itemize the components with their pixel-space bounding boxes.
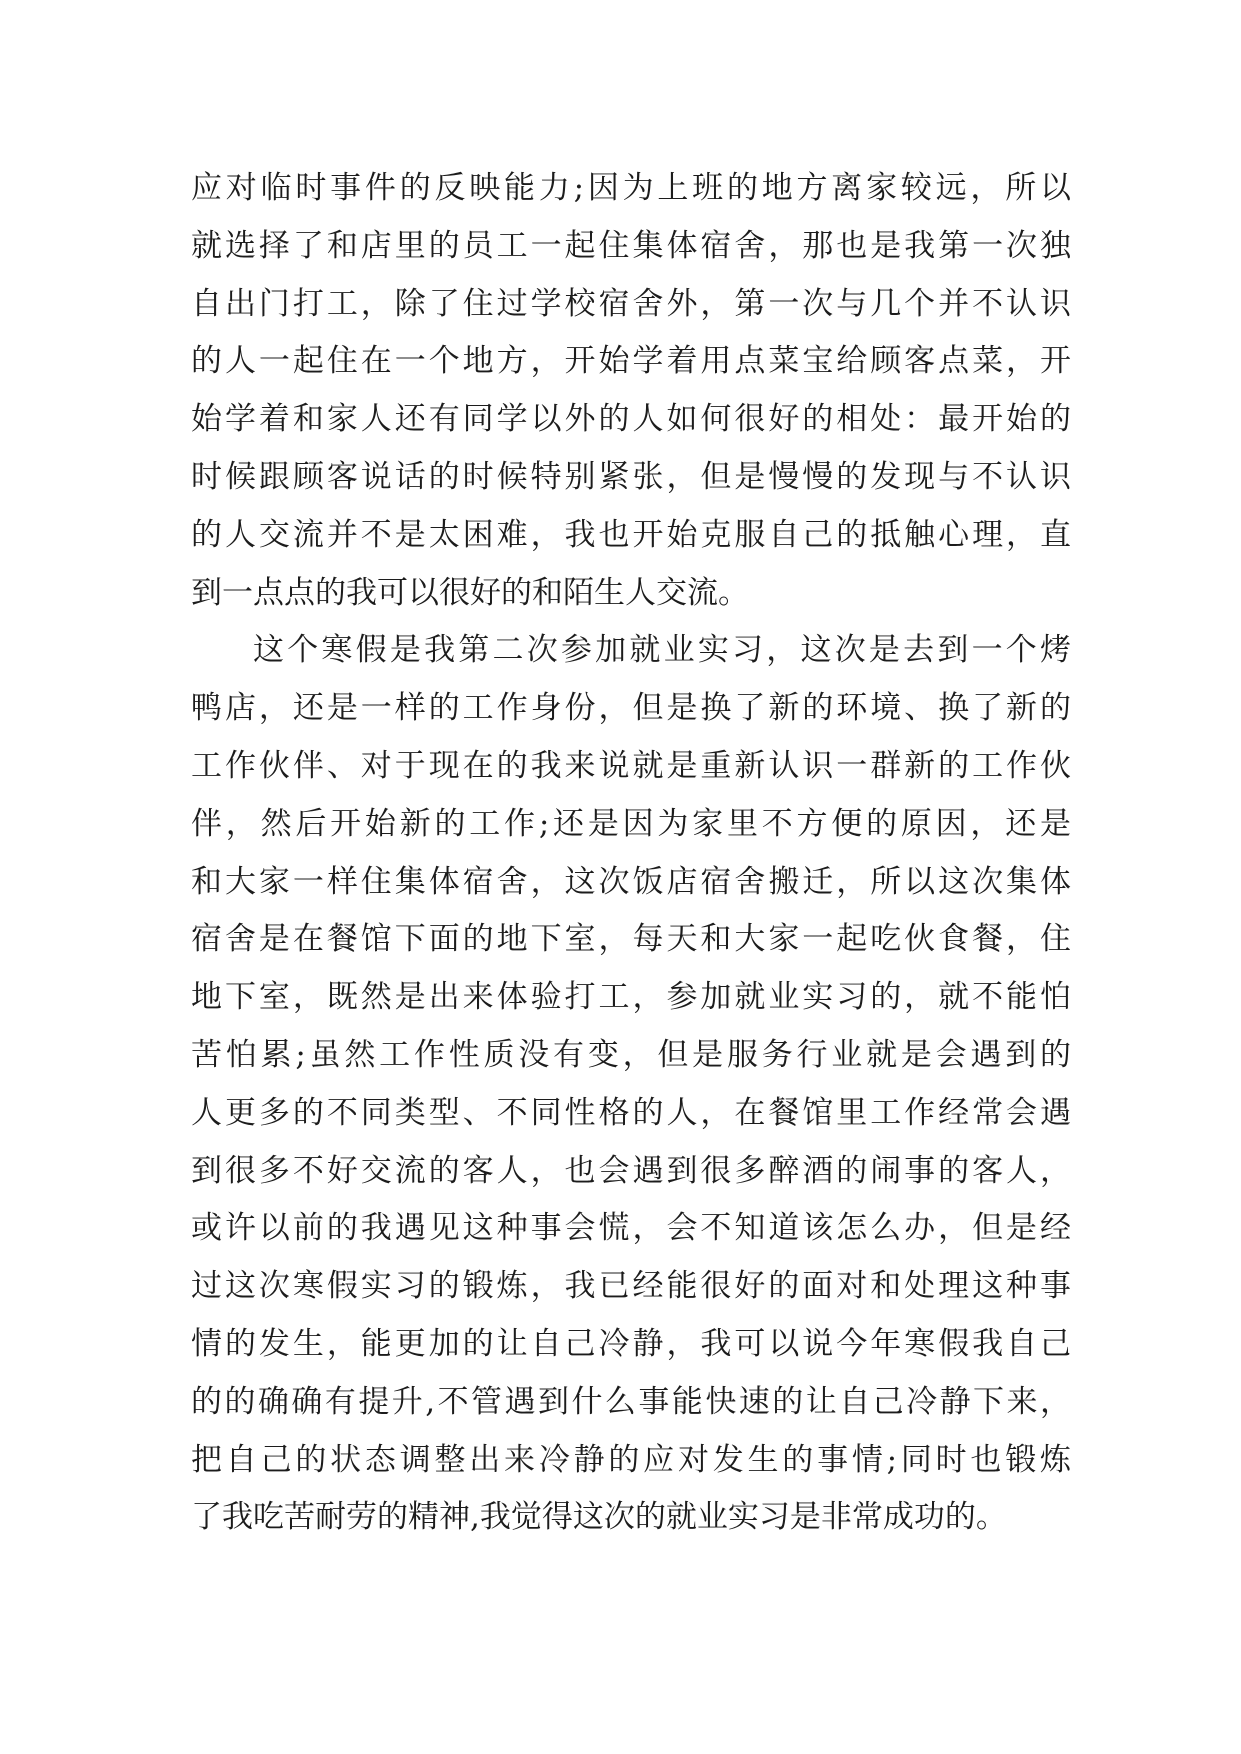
text-line: 把自己的状态调整出来冷静的应对发生的事情;同时也锻炼 — [191, 1441, 1071, 1478]
text-line: 宿舍是在餐馆下面的地下室，每天和大家一起吃伙食餐，住 — [191, 921, 1071, 958]
text-line: 到一点点的我可以很好的和陌生人交流。 — [191, 574, 749, 611]
text-line: 人更多的不同类型、不同性格的人，在餐馆里工作经常会遇 — [191, 1094, 1071, 1131]
text-line: 的人交流并不是太困难，我也开始克服自己的抵触心理，直 — [191, 516, 1071, 553]
text-line: 就选择了和店里的员工一起住集体宿舍，那也是我第一次独 — [191, 227, 1071, 264]
text-line: 或许以前的我遇见这种事会慌，会不知道该怎么办，但是经 — [191, 1210, 1071, 1247]
text-line: 鸭店，还是一样的工作身份，但是换了新的环境、换了新的 — [191, 690, 1071, 727]
text-line: 了我吃苦耐劳的精神,我觉得这次的就业实习是非常成功的。 — [191, 1499, 1007, 1536]
text-line: 和大家一样住集体宿舍，这次饭店宿舍搬迁，所以这次集体 — [191, 863, 1071, 900]
text-line: 苦怕累;虽然工作性质没有变，但是服务行业就是会遇到的 — [191, 1037, 1071, 1073]
text-line: 过这次寒假实习的锻炼，我已经能很好的面对和处理这种事 — [191, 1268, 1071, 1305]
text-line: 自出门打工，除了住过学校宿舍外，第一次与几个并不认识 — [191, 285, 1071, 322]
text-line: 地下室，既然是出来体验打工，参加就业实习的，就不能怕 — [191, 979, 1071, 1016]
text-line: 的人一起住在一个地方，开始学着用点菜宝给顾客点菜，开 — [191, 343, 1071, 380]
text-line: 到很多不好交流的客人，也会遇到很多醉酒的闹事的客人， — [191, 1152, 1071, 1189]
text-line: 情的发生，能更加的让自己冷静，我可以说今年寒假我自己 — [191, 1326, 1071, 1362]
text-line: 工作伙伴、对于现在的我来说就是重新认识一群新的工作伙 — [191, 748, 1071, 784]
text-line: 的的确确有提升,不管遇到什么事能快速的让自己冷静下来， — [191, 1383, 1071, 1420]
text-line: 这个寒假是我第二次参加就业实习，这次是去到一个烤 — [253, 632, 1071, 669]
text-line: 应对临时事件的反映能力;因为上班的地方离家较远，所以 — [191, 170, 1071, 206]
text-line: 时候跟顾客说话的时候特别紧张，但是慢慢的发现与不认识 — [191, 459, 1071, 495]
text-line: 始学着和家人还有同学以外的人如何很好的相处：最开始的 — [191, 401, 1071, 438]
text-line: 伴，然后开始新的工作;还是因为家里不方便的原因，还是 — [191, 805, 1071, 842]
